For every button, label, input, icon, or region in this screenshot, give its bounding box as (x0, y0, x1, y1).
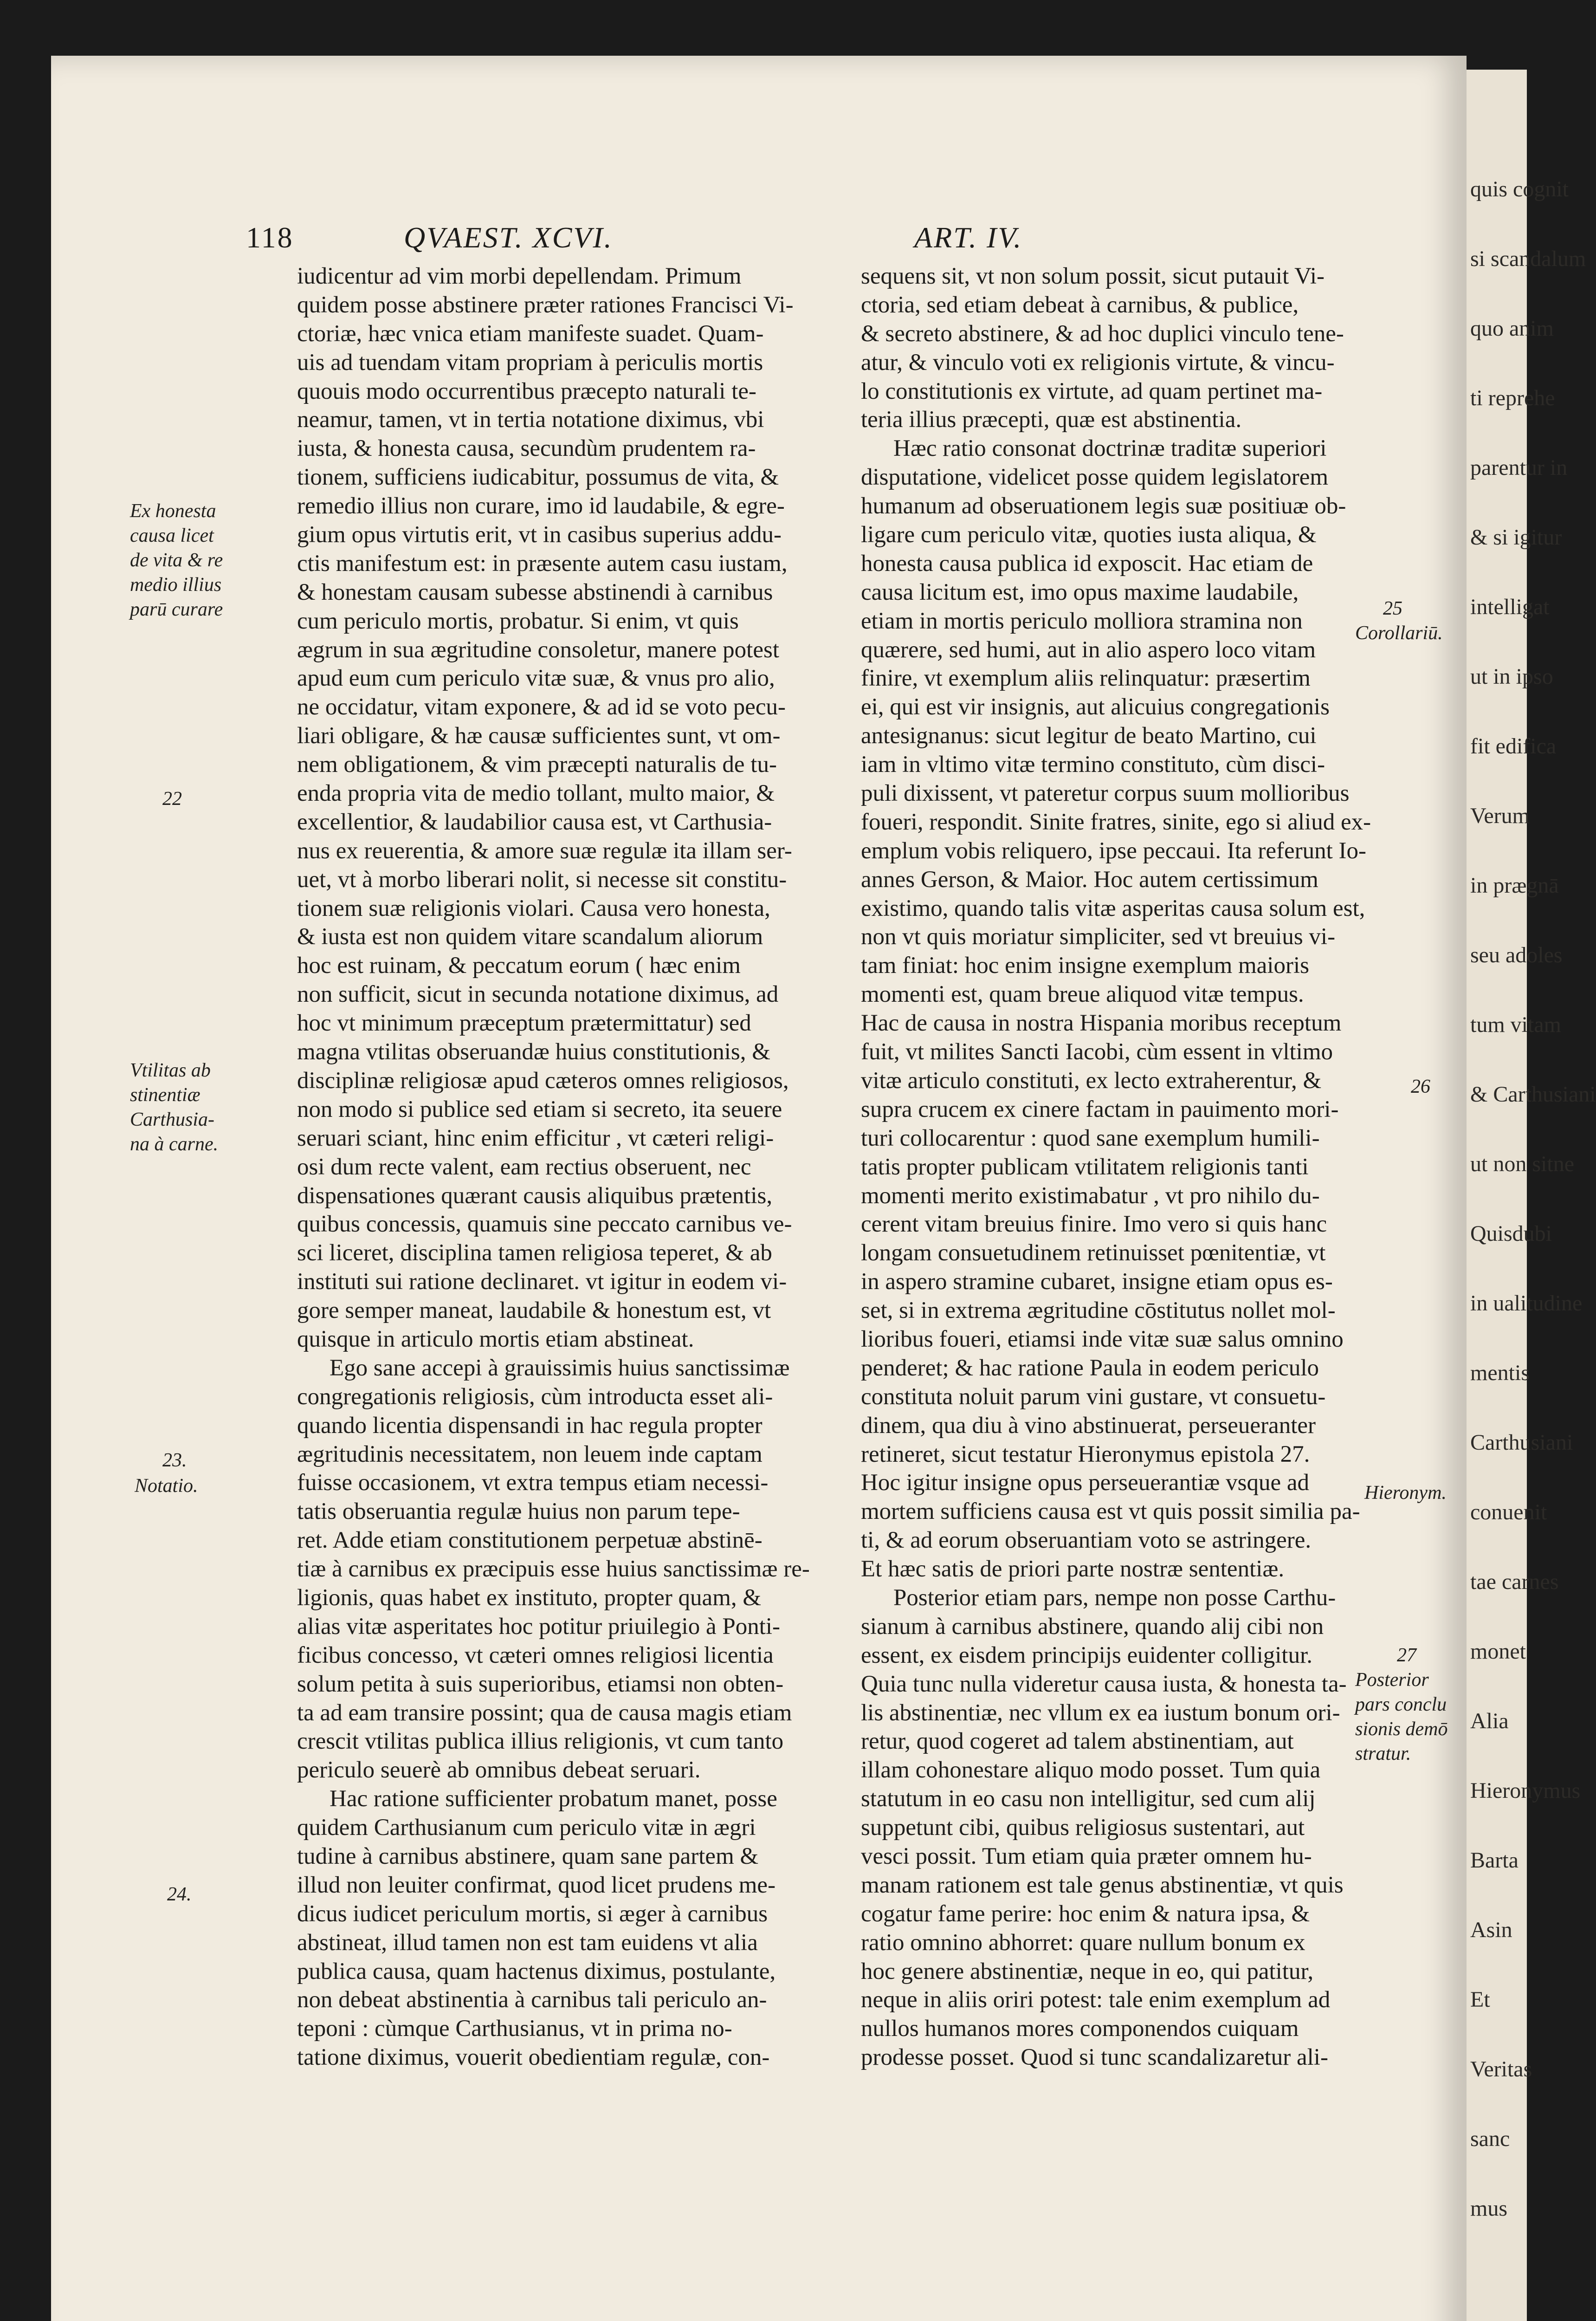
text-line: disciplinæ religiosæ apud cæteros omnes religiosos, (297, 1067, 789, 1094)
text-line: ficibus concesso, vt cæteri omnes religiosi licentia (297, 1642, 774, 1668)
text-line: ligionis, quas habet ex instituto, propter quam, & (297, 1584, 762, 1611)
text-line: tam finiat: hoc enim insigne exemplum maioris (861, 953, 1309, 979)
text-line: magna vtilitas obseruandæ huius constitutionis, & (297, 1039, 770, 1065)
text-line: vesci possit. Tum etiam quia præter omnem hu- (861, 1843, 1312, 1869)
text-line: gore semper maneat, laudabile & honestum est, vt (297, 1297, 771, 1324)
text-line: neamur, tamen, vt in tertia notatione diximus, vbi (297, 407, 764, 433)
text-line: dispensationes quærant causis aliquibus prætentis, (297, 1182, 773, 1209)
text-line: remedio illius non curare, imo id laudabile, & egre- (297, 493, 785, 519)
text-line: set, si in extrema ægritudine cōstitutus nollet mol- (861, 1297, 1336, 1324)
next-page-fragment: Et (1470, 1987, 1490, 2012)
text-line: seruari sciant, hinc enim efficitur , vt cæteri religi- (297, 1125, 774, 1151)
text-line: vitæ articulo constituti, ex lecto extraherentur, & (861, 1067, 1322, 1094)
text-line: ne occidatur, vitam exponere, & ad id se voto pecu- (297, 694, 786, 720)
text-line: congregationis religiosis, cùm introducta esset ali- (297, 1383, 773, 1410)
text-line: publica causa, quam hactenus diximus, postulante, (297, 1958, 776, 1984)
text-line: Hoc igitur insigne opus perseuerantiæ vsque ad (861, 1470, 1309, 1496)
next-page-fragment: si scandalum (1470, 246, 1586, 271)
text-line: sianum à carnibus abstinere, quando alij cibi non (861, 1613, 1324, 1640)
text-line: Hac ratione sufficienter probatum manet, posse (330, 1786, 777, 1812)
text-line: teria illius præcepti, quæ est abstinentia. (861, 407, 1242, 433)
next-page-fragment: tae carnes (1470, 1569, 1559, 1594)
margin-number-23: 23. (162, 1450, 187, 1471)
text-line: puli dixissent, vt pateretur corpus suum mollioribus (861, 780, 1350, 807)
text-line: ægritudinis necessitatem, non leuem inde captam (297, 1441, 762, 1467)
text-line: excellentior, & laudabilior causa est, vt Carthusia- (297, 809, 772, 835)
text-line: retur, quod cogeret ad talem abstinentiam, aut (861, 1728, 1294, 1755)
text-line: tionem suæ religionis violari. Causa vero honesta, (297, 895, 770, 921)
text-line: supra crucem ex cinere factam in pauimento mori- (861, 1096, 1339, 1122)
text-line: quærere, sed humi, aut in alio aspero loco vitam (861, 636, 1316, 663)
next-page-fragment: mus (1470, 2196, 1508, 2221)
next-page-fragment: Quisdubi (1470, 1221, 1552, 1246)
text-line: cogatur fame perire: hoc enim & natura ipsa, & (861, 1900, 1310, 1927)
text-line: emplum vobis reliquero, ipse peccaui. Ita referunt Io- (861, 837, 1367, 864)
text-line: momenti est, quam breue aliquod vitæ tempus. (861, 981, 1304, 1008)
text-line: etiam in mortis periculo molliora stramina non (861, 608, 1303, 634)
text-line: suppetunt cibi, quibus religiosus sustentari, aut (861, 1815, 1305, 1841)
margin-number-24: 24. (167, 1884, 192, 1905)
next-page-fragment: fit edifica (1470, 734, 1557, 759)
text-line: atur, & vinculo voti ex religionis virtute, & vincu- (861, 349, 1335, 376)
text-line: ei, qui est vir insignis, aut alicuius congregationis (861, 694, 1330, 720)
text-line: constituta noluit parum vini gustare, vt consuetu- (861, 1383, 1326, 1410)
text-line: retineret, sicut testatur Hieronymus epistola 27. (861, 1441, 1310, 1467)
next-page-fragment: in ualitudine (1470, 1291, 1583, 1316)
text-line: ctoriæ, hæc vnica etiam manifeste suadet. Quam- (297, 320, 764, 347)
page-number: 118 (246, 221, 294, 254)
text-line: turi collocarentur : quod sane exemplum humili- (861, 1125, 1320, 1151)
text-line: essent, ex eisdem principijs euidenter colligitur. (861, 1642, 1313, 1668)
next-page-fragment: seu adoles (1470, 943, 1563, 967)
text-line: antesignanus: sicut legitur de beato Martino, cui (861, 723, 1317, 749)
text-line: lo constitutionis ex virtute, ad quam pertinet ma- (861, 378, 1323, 404)
margin-note-vtilitas: Vtilitas ab stinentiæ Carthusia- na à carne. (130, 1060, 219, 1155)
text-line: uet, vt à morbo liberari nolit, si necesse sit constitu- (297, 866, 787, 893)
text-line: teponi : cùmque Carthusianus, vt in prima no- (297, 2016, 732, 2042)
text-line: dicus iudicet periculum mortis, si æger à carnibus (297, 1900, 768, 1927)
text-line: tatis propter publicam vtilitatem religionis tanti (861, 1154, 1309, 1180)
next-page-fragment: quo anim (1470, 316, 1554, 341)
text-line: & secreto abstinere, & ad hoc duplici vinculo tene- (861, 320, 1344, 347)
text-line: cum periculo mortis, probatur. Si enim, vt quis (297, 608, 739, 634)
text-line: lioribus foueri, etiamsi inde vitæ suæ salus omnino (861, 1326, 1344, 1352)
margin-note-posterior: Posterior pars conclu sionis demō stratur. (1355, 1669, 1448, 1764)
text-line: Hæc ratio consonat doctrinæ traditæ superiori (893, 435, 1327, 462)
text-line: quidem posse abstinere præter rationes Francisci Vi- (297, 292, 794, 318)
text-line: cerent vitam breuius finire. Imo vero si quis hanc (861, 1211, 1327, 1238)
next-page-fragment: parentur in (1470, 455, 1568, 480)
text-line: iam in vltimo vitæ termino constituto, cùm disci- (861, 752, 1325, 778)
text-line: mortem sufficiens causa est vt quis possit similia pa- (861, 1498, 1360, 1525)
articulus-heading: ART. IV. (914, 221, 1023, 254)
text-line: nem obligationem, & vim præcepti naturalis de tu- (297, 752, 777, 778)
text-line: Hac de causa in nostra Hispania moribus receptum (861, 1010, 1342, 1037)
text-line: ratio omnino abhorret: quare nullum bonum ex (861, 1929, 1305, 1956)
text-line: uis ad tuendam vitam propriam à periculis mortis (297, 349, 763, 376)
text-line: tatione diximus, vouerit obedientiam regulæ, con- (297, 2044, 770, 2071)
book-page (51, 56, 1467, 2321)
text-line: lis abstinentiæ, nec vllum ex ea iustum bonum ori- (861, 1699, 1340, 1726)
text-line: tionem, sufficiens iudicabitur, possumus de vita, & (297, 464, 779, 491)
next-page-fragment: Carthusiani (1470, 1430, 1573, 1455)
text-line: prodesse posset. Quod si tunc scandalizaretur ali- (861, 2044, 1328, 2071)
text-line: Posterior etiam pars, nempe non posse Carthu- (893, 1584, 1336, 1611)
text-line: hoc genere abstinentiæ, neque in eo, qui patitur, (861, 1958, 1314, 1984)
next-page-fragment: & Carthusiani (1470, 1082, 1596, 1107)
next-page-fragment: ut non sitne (1470, 1152, 1574, 1176)
margin-note-hieronymus: Hieronym. (1364, 1482, 1447, 1504)
text-line: causa licitum est, imo opus maxime laudabile, (861, 579, 1299, 605)
next-page-fragment: monet (1470, 1639, 1526, 1664)
text-line: illud non leuiter confirmat, quod licet prudens me- (297, 1872, 776, 1898)
text-line: honesta causa publica id exposcit. Hac etiam de (861, 550, 1313, 577)
text-line: ctis manifestum est: in præsente autem casu iustam, (297, 550, 788, 577)
next-page-fragment: in prægnā (1470, 873, 1559, 898)
running-head (51, 220, 1467, 258)
text-line: liari obligare, & hæ causæ sufficientes sunt, vt om- (297, 723, 781, 749)
margin-note-corollarium: Corollariū. (1355, 622, 1443, 644)
text-line: sci liceret, disciplina tamen religiosa teperet, & ab (297, 1240, 772, 1266)
text-line: finire, vt exemplum aliis relinquatur: præsertim (861, 665, 1311, 692)
text-line: non vt quis moriatur simpliciter, sed vt breuius vi- (861, 924, 1336, 950)
next-page-fragment: quis cognit (1470, 177, 1569, 201)
text-line: abstineat, illud tamen non est tam euidens vt alia (297, 1929, 758, 1956)
left-text-column (297, 262, 847, 2072)
text-line: ret. Adde etiam constitutionem perpetuæ abstinē- (297, 1527, 762, 1554)
text-line: fuit, vt milites Sancti Iacobi, cùm essent in vltimo (861, 1039, 1333, 1065)
text-line: quibus concessis, quamuis sine peccato carnibus ve- (297, 1211, 792, 1238)
text-line: Quia tunc nulla videretur causa iusta, & honesta ta- (861, 1671, 1347, 1697)
text-line: quidem Carthusianum cum periculo vitæ in ægri (297, 1815, 756, 1841)
text-line: ta ad eam transire possint; qua de causa magis etiam (297, 1699, 792, 1726)
text-line: iudicentur ad vim morbi depellendam. Primum (297, 263, 742, 289)
text-line: dinem, qua diu à vino abstinuerat, perseueranter (861, 1412, 1316, 1439)
text-line: & iusta est non quidem vitare scandalum aliorum (297, 924, 763, 950)
next-page-fragment: Asin (1470, 1918, 1512, 1942)
next-page-fragment: mentis (1470, 1361, 1530, 1385)
text-line: apud eum cum periculo vitæ suæ, & vnus pro alio, (297, 665, 775, 692)
text-line: momenti merito existimabatur , vt pro nihilo du- (861, 1182, 1320, 1209)
text-line: osi dum recte valent, eam rectius obseruent, nec (297, 1154, 751, 1180)
next-page-edge (1467, 70, 1596, 2321)
margin-number-22: 22 (162, 788, 182, 810)
margin-note-honesta-causa: Ex honesta causa licet de vita & re medio illius parū curare (130, 500, 223, 620)
text-line: ctoria, sed etiam debeat à carnibus, & publice, (861, 292, 1299, 318)
text-line: Et hæc satis de priori parte nostræ sententiæ. (861, 1556, 1285, 1582)
text-line: hoc vt minimum præceptum prætermittatur) sed (297, 1010, 751, 1037)
text-line: tiæ à carnibus ex præcipuis esse huius sanctissimæ re- (297, 1556, 810, 1582)
margin-number-26: 26 (1411, 1076, 1430, 1097)
text-line: ligare cum periculo vitæ, quoties iusta aliqua, & (861, 522, 1317, 548)
next-page-fragment: ut in ipso (1470, 664, 1553, 689)
next-page-fragment: Verum (1470, 804, 1530, 828)
text-line: foueri, respondit. Sinite fratres, sinite, ego si aliud ex- (861, 809, 1371, 835)
text-line: enda propria vita de medio tollant, multo maior, & (297, 780, 775, 807)
text-line: existimo, quando talis vitæ asperitas causa solum est, (861, 895, 1365, 921)
text-line: annes Gerson, & Maior. Hoc autem certissimum (861, 866, 1318, 893)
next-page-fragment: conuenit (1470, 1500, 1547, 1524)
right-text-column (861, 262, 1409, 2072)
next-page-fragment: intelligat (1470, 595, 1550, 619)
margin-number-27: 27 (1397, 1645, 1416, 1666)
margin-note-notatio: Notatio. (135, 1475, 198, 1497)
text-line: hoc est ruinam, & peccatum eorum ( hæc enim (297, 953, 741, 979)
text-line: nullos humanos mores componendos cuiquam (861, 2016, 1299, 2042)
next-page-fragment: & si igitur (1470, 525, 1562, 550)
text-line: non debeat abstinentia à carnibus tali periculo an- (297, 1987, 767, 2013)
text-line: crescit vtilitas publica illius religionis, vt cum tanto (297, 1728, 784, 1755)
next-page-fragment: ti reprehe (1470, 386, 1555, 410)
text-line: solum petita à suis superioribus, etiamsi non obten- (297, 1671, 784, 1697)
text-line: humanum ad obseruationem legis suæ positiuæ ob- (861, 493, 1346, 519)
margin-number-25: 25 (1383, 598, 1402, 619)
text-line: non modo si publice sed etiam si secreto, ita seuere (297, 1096, 782, 1122)
text-line: nus ex reuerentia, & amore suæ regulæ ita illam ser- (297, 837, 792, 864)
text-line: neque in aliis oriri potest: tale enim exemplum ad (861, 1987, 1331, 2013)
next-page-fragment: Alia (1470, 1709, 1509, 1733)
next-page-fragment: sanc (1470, 2127, 1510, 2151)
text-line: instituti sui ratione declinaret. vt igitur in eodem vi- (297, 1269, 787, 1295)
text-line: gium opus virtutis erit, vt in casibus superius addu- (297, 522, 782, 548)
text-line: manam rationem est tale genus abstinentiæ, vt quis (861, 1872, 1344, 1898)
text-line: illam cohonestare aliquo modo posset. Tum quia (861, 1757, 1321, 1783)
text-line: & honestam causam subesse abstinendi à carnibus (297, 579, 773, 605)
text-line: iusta, & honesta causa, secundùm prudentem ra- (297, 435, 756, 462)
text-line: periculo seuerè ab omnibus debeat seruari. (297, 1757, 701, 1783)
text-line: alias vitæ asperitates hoc potitur priuilegio à Ponti- (297, 1613, 781, 1640)
text-line: tudine à carnibus abstinere, quam sane partem & (297, 1843, 759, 1869)
next-page-fragment: Barta (1470, 1848, 1518, 1873)
text-line: Ego sane accepi à grauissimis huius sanctissimæ (330, 1355, 790, 1381)
next-page-fragment: Hieronymus (1470, 1778, 1581, 1803)
text-line: penderet; & hac ratione Paula in eodem periculo (861, 1355, 1319, 1381)
text-line: quisque in articulo mortis etiam abstineat. (297, 1326, 694, 1352)
text-line: ti, & ad eorum obseruantiam voto se astringere. (861, 1527, 1312, 1554)
text-line: in aspero stramine cubaret, insigne etiam opus es- (861, 1269, 1333, 1295)
text-line: quouis modo occurrentibus præcepto naturali te- (297, 378, 756, 404)
text-line: fuisse occasionem, vt extra tempus etiam necessi- (297, 1470, 769, 1496)
text-line: longam consuetudinem retinuisset pœnitentiæ, vt (861, 1240, 1326, 1266)
text-line: ægrum in sua ægritudine consoletur, manere potest (297, 636, 780, 663)
text-line: non sufficit, sicut in secunda notatione diximus, ad (297, 981, 779, 1008)
text-line: quando licentia dispensandi in hac regula propter (297, 1412, 762, 1439)
text-line: statutum in eo casu non intelligitur, sed cum alij (861, 1786, 1316, 1812)
text-line: sequens sit, vt non solum possit, sicut putauit Vi- (861, 263, 1325, 289)
next-page-fragment: Veritas (1470, 2057, 1532, 2081)
next-page-fragment: tum vitam (1470, 1012, 1561, 1037)
quaestio-heading: QVAEST. XCVI. (404, 221, 613, 254)
text-line: tatis obseruantia regulæ huius non parum tepe- (297, 1498, 740, 1525)
text-line: disputatione, videlicet posse quidem legislatorem (861, 464, 1329, 491)
